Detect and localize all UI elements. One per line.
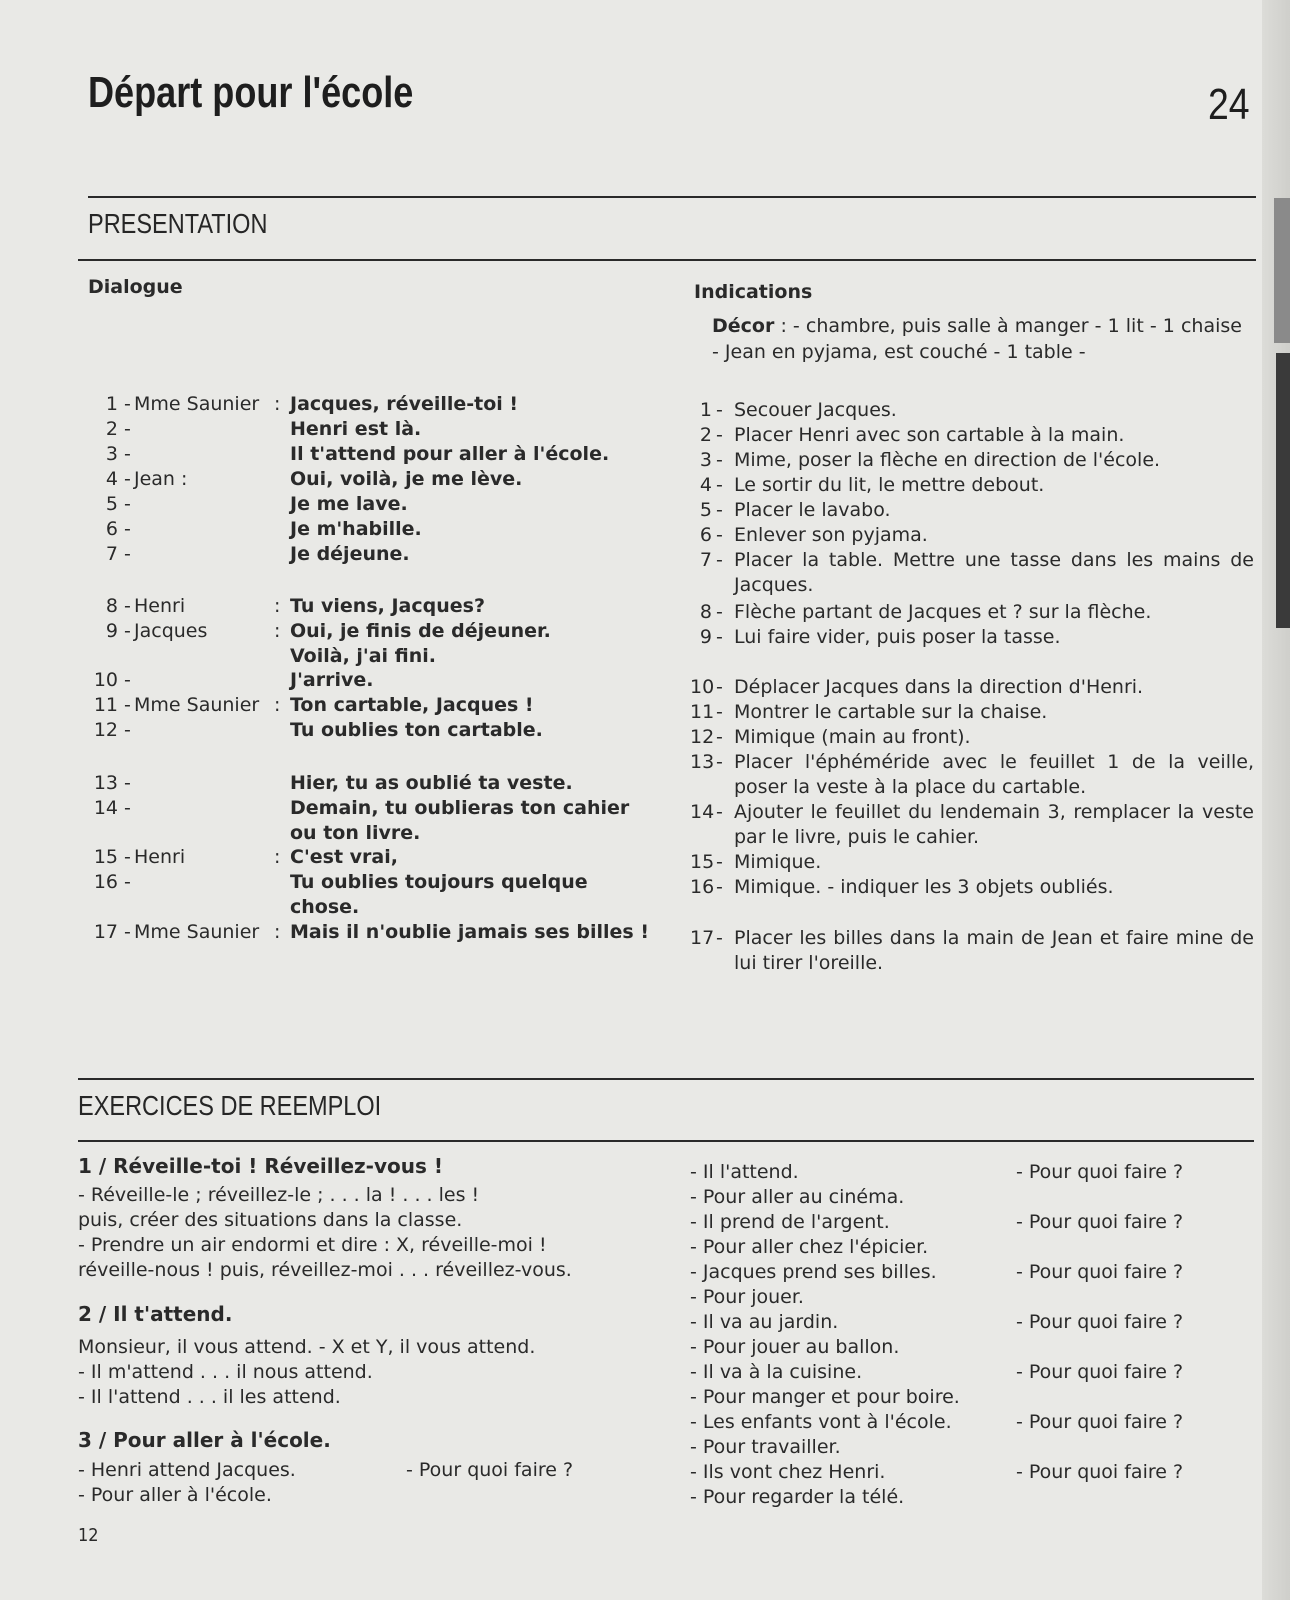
exercise-2-title: 2 / Il t'attend. [78, 1302, 233, 1326]
exercise-line: - Il va à la cuisine. [690, 1361, 863, 1383]
exercise-1-line: puis, créer des situations dans la classe. [78, 1209, 463, 1231]
decor-text [712, 313, 1242, 365]
exercise-3-line: - Henri attend Jacques. [78, 1459, 296, 1481]
exercise-1-line: réveille-nous ! puis, réveillez-moi . . . réveillez-vous. [78, 1259, 572, 1281]
exercise-1-title: 1 / Réveille-toi ! Réveillez-vous ! [78, 1154, 443, 1178]
exercise-3-title: 3 / Pour aller à l'école. [78, 1428, 331, 1452]
decor-description: : - chambre, puis salle à manger - 1 lit - 1 chaise - Jean en pyjama, est couché - 1 table - [712, 315, 1242, 363]
exercices-heading: EXERCICES DE REEMPLOI [78, 1090, 382, 1121]
exercise-question: - Pour quoi faire ? [1016, 1211, 1184, 1233]
exercise-3 [78, 1428, 638, 1508]
exercise-line: - Il va au jardin. [690, 1311, 839, 1333]
exercise-line: - Pour jouer au ballon. [690, 1336, 900, 1358]
exercise-3-line: - Pour aller à l'école. [78, 1484, 272, 1506]
exercise-line: - Pour jouer. [690, 1286, 804, 1308]
dialogue-label: Dialogue [88, 276, 183, 298]
exercise-line: - Pour manger et pour boire. [690, 1386, 960, 1408]
exercise-1-line: - Prendre un air endormi et dire : X, réveille-moi ! [78, 1234, 547, 1256]
exercise-line: - Les enfants vont à l'école. [690, 1411, 952, 1433]
exercise-question: - Pour quoi faire ? [1016, 1411, 1184, 1433]
rule-presentation [78, 259, 1256, 261]
exercise-question: - Pour quoi faire ? [1016, 1361, 1184, 1383]
exercise-question: - Pour quoi faire ? [1016, 1161, 1184, 1183]
exercise-2-line: - Il m'attend . . . il nous attend. [78, 1361, 373, 1383]
rule-exercices-top [78, 1078, 1254, 1080]
edge-tab-dark [1276, 353, 1290, 628]
exercise-2 [78, 1302, 638, 1410]
footer-page-number: 12 [78, 1525, 99, 1546]
exercise-line: - Pour aller chez l'épicier. [690, 1236, 929, 1258]
exercise-1-line: - Réveille-le ; réveillez-le ; . . . la ! . . . les ! [78, 1184, 480, 1206]
indications-label: Indications [694, 281, 813, 303]
exercise-line: - Pour travailler. [690, 1436, 841, 1458]
exercise-1 [78, 1154, 638, 1283]
rule-exercices [78, 1140, 1254, 1142]
exercise-line: - Pour aller au cinéma. [690, 1186, 905, 1208]
presentation-heading: PRESENTATION [88, 208, 268, 239]
exercise-question: - Pour quoi faire ? [1016, 1311, 1184, 1333]
exercise-line: - Il prend de l'argent. [690, 1211, 890, 1233]
lesson-number: 24 [1208, 80, 1250, 129]
exercise-question: - Pour quoi faire ? [1016, 1461, 1184, 1483]
exercise-question: - Pour quoi faire ? [1016, 1261, 1184, 1283]
rule-top [88, 196, 1256, 198]
exercise-line: - Il l'attend. [690, 1161, 799, 1183]
exercise-2-line: - Il l'attend . . . il les attend. [78, 1386, 341, 1408]
exercise-line: - Ils vont chez Henri. [690, 1461, 886, 1483]
edge-tab-light [1274, 198, 1290, 343]
exercise-2-line: Monsieur, il vous attend. - X et Y, il vous attend. [78, 1336, 536, 1358]
exercise-line: - Pour regarder la télé. [690, 1486, 905, 1508]
page-title: Départ pour l'école [88, 68, 414, 117]
exercise-line: - Jacques prend ses billes. [690, 1261, 937, 1283]
exercise-3-question: - Pour quoi faire ? [406, 1459, 574, 1481]
decor-label: Décor [712, 315, 775, 337]
